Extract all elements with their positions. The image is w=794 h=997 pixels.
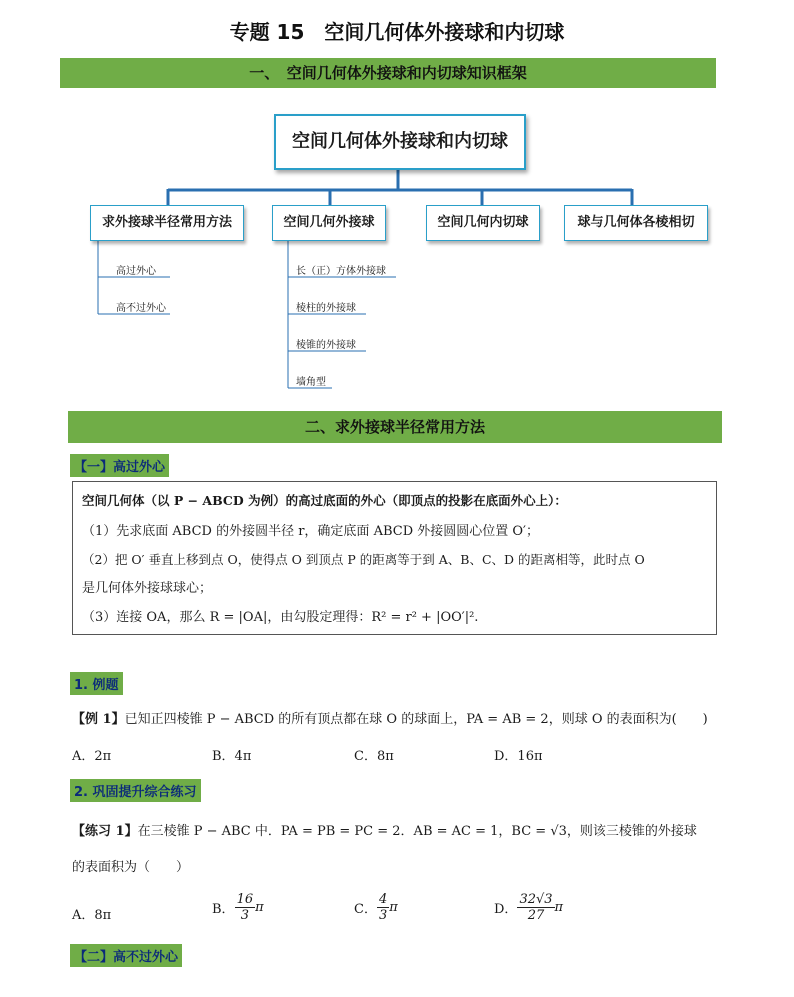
- pi-symbol: π: [389, 900, 398, 915]
- example-1: [72, 708, 708, 727]
- option-c-label: C．: [354, 902, 377, 917]
- example-1-option-a: A．2π: [72, 749, 112, 764]
- practice-1-text: 在三棱锥 P − ABC 中．PA = PB = PC = 2．AB = AC = 1，BC = √3，则该三棱锥的外接球: [137, 824, 697, 839]
- pi-symbol: π: [255, 900, 264, 915]
- box-heading: 空间几何体（以 P − ABCD 为例）的高过底面的外心（即顶点的投影在底面外心上）：: [82, 493, 567, 508]
- box-step-2a: （2）把 O′ 垂直上移到点 O，使得点 O 到顶点 P 的距离等于到 A、B、C、D 的距离相等，此时点 O: [82, 552, 645, 567]
- subsection-tag-2: 【二】高不过外心: [70, 944, 182, 967]
- box-step-3: （3）连接 OA，那么 R = |OA|，由勾股定理得：R² = r² + |OO′|².: [82, 610, 479, 625]
- section-1-header: 一、 空间几何体外接球和内切球知识框架: [60, 58, 716, 88]
- example-1-option-b: B．4π: [212, 749, 252, 764]
- fraction-numerator: 16: [236, 892, 254, 907]
- practice-1-option-c: [354, 892, 398, 923]
- mindmap-node-method: 求外接球半径常用方法: [90, 205, 244, 241]
- mindmap-leaf: 棱柱的外接球: [296, 303, 356, 314]
- practice-1-option-b: [212, 892, 264, 923]
- fraction: [517, 892, 554, 923]
- example-1-text: 已知正四棱锥 P − ABCD 的所有顶点都在球 O 的球面上，PA = AB = 2，则球 O 的表面积为( ): [124, 712, 708, 727]
- mindmap-leaf: 高不过外心: [116, 303, 166, 314]
- practice-1: [72, 820, 697, 839]
- fraction-denominator: 27: [527, 908, 545, 923]
- mindmap-leaf: 长（正）方体外接球: [296, 266, 386, 277]
- example-1-label: 【例 1】: [72, 712, 125, 727]
- example-1-option-d: D．16π: [494, 749, 543, 764]
- option-d-label: D．: [494, 902, 518, 917]
- example-1-option-c: C．8π: [354, 749, 394, 764]
- practice-1-label: 【练习 1】: [72, 824, 138, 839]
- mindmap-root: 空间几何体外接球和内切球: [274, 114, 526, 170]
- mindmap-leaf: 棱锥的外接球: [296, 340, 356, 351]
- mindmap-node-inner-sphere: 空间几何内切球: [426, 205, 540, 241]
- fraction-numerator: 32√3: [519, 892, 553, 907]
- fraction: [377, 892, 389, 923]
- subsection-tag-1: 【一】高过外心: [70, 454, 169, 477]
- fraction-numerator: 4: [378, 892, 388, 907]
- page-title: 专题 15 空间几何体外接球和内切球: [229, 20, 565, 44]
- mindmap-leaf: 高过外心: [116, 266, 156, 277]
- box-step-2b: 是几何体外接球球心；: [82, 581, 213, 596]
- box-step-1: （1）先求底面 ABCD 的外接圆半径 r，确定底面 ABCD 外接圆圆心位置 O′；: [82, 524, 539, 539]
- fraction: [235, 892, 256, 923]
- practice-tag: 2. 巩固提升综合练习: [70, 779, 201, 802]
- option-b-label: B．: [212, 902, 235, 917]
- mindmap-leaf: 墙角型: [296, 377, 326, 388]
- practice-1-option-d: [494, 892, 563, 923]
- fraction-denominator: 3: [240, 908, 249, 923]
- practice-1-option-a: A．8π: [72, 908, 112, 923]
- mindmap-connectors: [0, 0, 794, 400]
- practice-1-text-cont: 的表面积为（ ）: [72, 860, 190, 875]
- example-tag: 1. 例题: [70, 672, 123, 695]
- pi-symbol: π: [554, 900, 564, 915]
- section-2-header: 二、求外接球半径常用方法: [68, 411, 722, 443]
- mindmap-node-outer-sphere: 空间几何外接球: [272, 205, 386, 241]
- fraction-denominator: 3: [378, 908, 388, 923]
- mindmap-node-edge-tangent: 球与几何体各棱相切: [564, 205, 708, 241]
